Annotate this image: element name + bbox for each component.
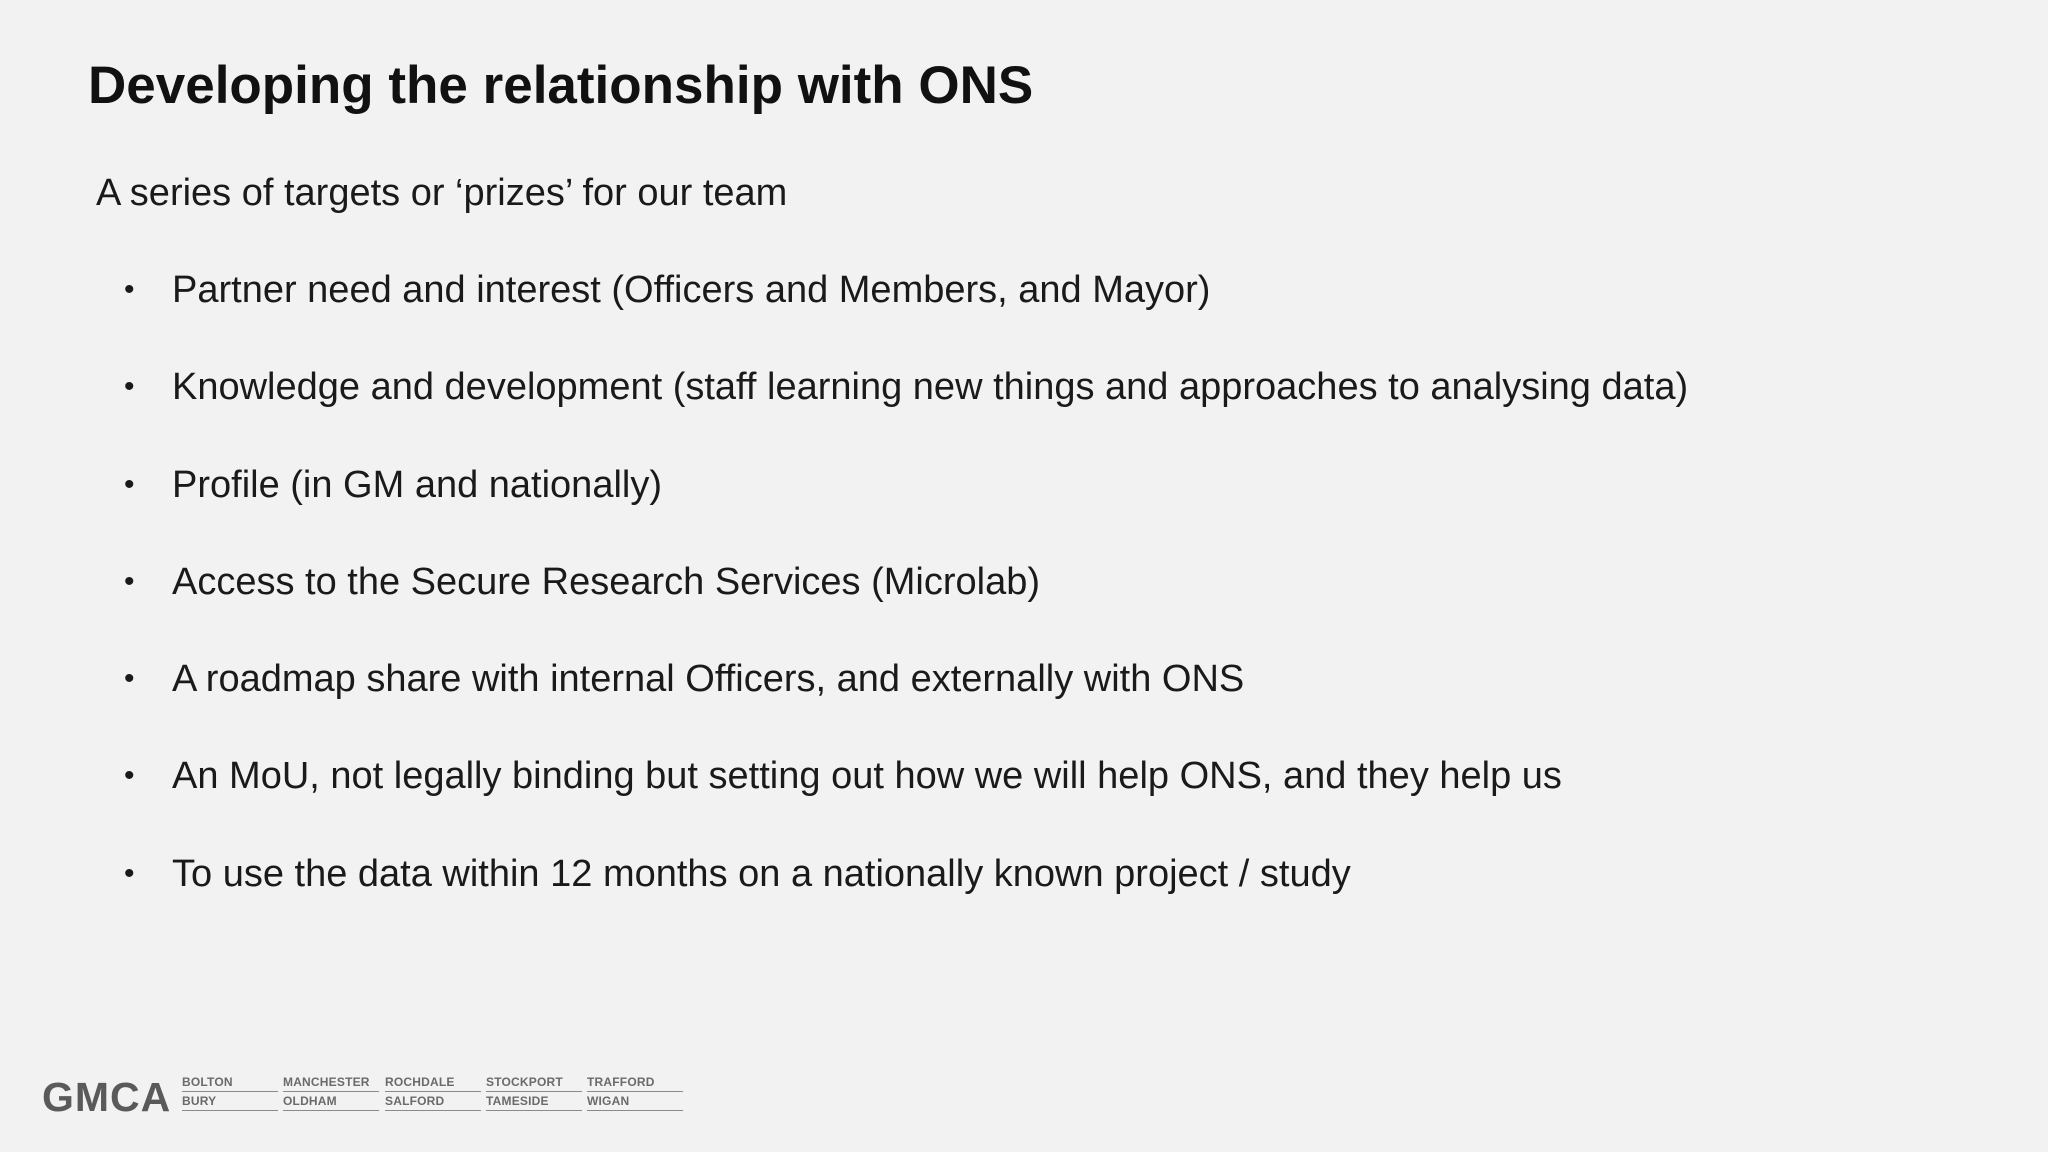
bullet-dot: • xyxy=(124,564,135,598)
district-label: ROCHDALE xyxy=(385,1076,481,1092)
district-column xyxy=(283,1076,379,1114)
slide-subtitle: A series of targets or ‘prizes’ for our team xyxy=(96,172,788,214)
bullet-dot: • xyxy=(124,759,135,793)
district-label: BURY xyxy=(182,1095,278,1111)
bullet-text: Access to the Secure Research Services (Microlab) xyxy=(172,560,1040,603)
district-column xyxy=(587,1076,683,1114)
bullet-dot: • xyxy=(124,467,135,501)
slide-title: Developing the relationship with ONS xyxy=(88,56,1034,115)
district-column xyxy=(486,1076,582,1114)
bullet-text: Partner need and interest (Officers and Members, and Mayor) xyxy=(172,269,1211,311)
bullet-text: To use the data within 12 months on a nationally known project / study xyxy=(172,852,1351,895)
district-label: MANCHESTER xyxy=(283,1076,379,1092)
bullet-text: An MoU, not legally binding but setting out how we will help ONS, and they help us xyxy=(172,755,1562,798)
district-label: BOLTON xyxy=(182,1076,278,1092)
district-label: OLDHAM xyxy=(283,1095,379,1111)
bullet-text: Knowledge and development (staff learning new things and approaches to analysing data) xyxy=(172,366,1689,409)
bullet-text: Profile (in GM and nationally) xyxy=(172,463,662,506)
district-column xyxy=(385,1076,481,1114)
gmca-wordmark: GMCA xyxy=(42,1074,172,1120)
bullet-text: A roadmap share with internal Officers, and externally with ONS xyxy=(172,658,1245,701)
bullet-dot: • xyxy=(124,856,135,890)
district-label: SALFORD xyxy=(385,1095,481,1111)
bullet-dot: • xyxy=(124,273,135,306)
district-label: WIGAN xyxy=(587,1095,683,1111)
district-column xyxy=(182,1076,278,1114)
district-label: TAMESIDE xyxy=(486,1095,582,1111)
district-label: TRAFFORD xyxy=(587,1076,683,1092)
district-label: STOCKPORT xyxy=(486,1076,582,1092)
bullet-dot: • xyxy=(124,370,135,404)
bullet-dot: • xyxy=(124,662,135,696)
